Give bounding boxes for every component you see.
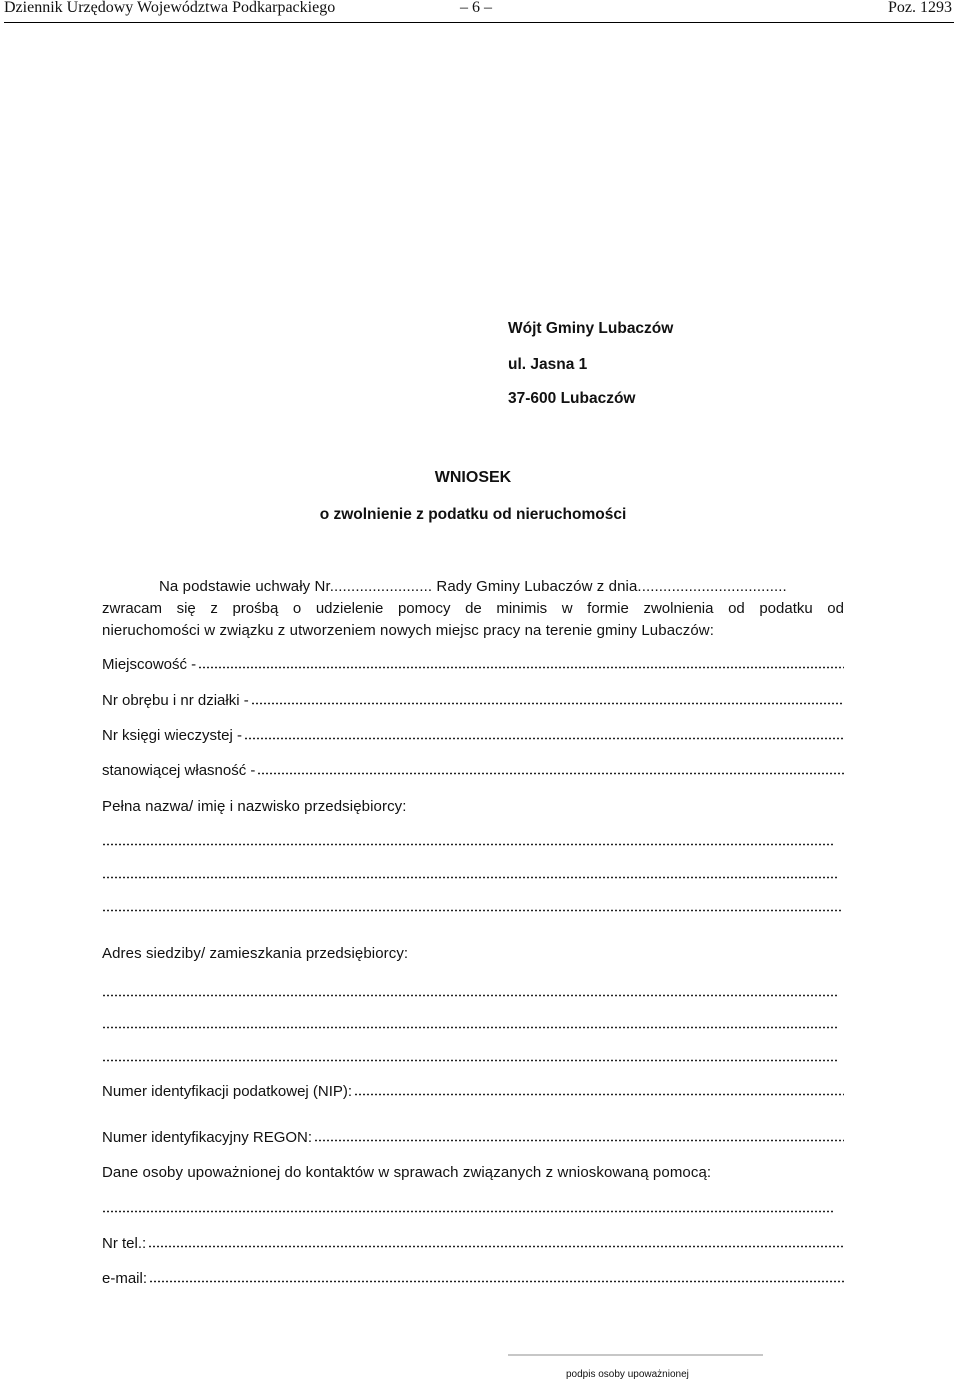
ksiega-label: Nr księgi wieczystej - xyxy=(102,727,243,744)
dane-label: Dane osoby upoważnionej do kontaktów w sprawach związanych z wnioskowaną pomocą: xyxy=(102,1164,712,1181)
miejscowosc-label: Miejscowość - xyxy=(102,656,197,673)
miejscowosc-field[interactable] xyxy=(102,656,844,673)
wlasnosc-field[interactable] xyxy=(102,762,844,779)
document-title: WNIOSEK xyxy=(434,469,512,486)
journal-title: Dziennik Urzędowy Województwa Podkarpackiego xyxy=(4,0,336,16)
ksiega-blank[interactable] xyxy=(244,737,844,740)
signature-line[interactable] xyxy=(508,1354,763,1356)
recipient-street: ul. Jasna 1 xyxy=(508,356,588,373)
recipient-city: 37-600 Lubaczów xyxy=(508,390,636,407)
miejscowosc-blank[interactable] xyxy=(198,666,844,669)
dane-blank[interactable] xyxy=(102,1210,835,1213)
obreb-field[interactable] xyxy=(102,692,844,709)
email-blank[interactable] xyxy=(149,1280,844,1283)
nazwa-label: Pełna nazwa/ imię i nazwisko przedsiębiorcy: xyxy=(102,798,407,815)
wlasnosc-label: stanowiącej własność - xyxy=(102,762,256,779)
email-field[interactable] xyxy=(102,1270,844,1287)
position-number: Poz. 1293 xyxy=(888,0,952,16)
regon-field[interactable] xyxy=(102,1129,844,1146)
intro-line-1: Na podstawie uchwały Nr........................ Rady Gminy Lubaczów z dnia................................... xyxy=(159,578,787,595)
adres-blank-3[interactable] xyxy=(102,1059,839,1062)
regon-label: Numer identyfikacyjny REGON: xyxy=(102,1129,313,1146)
tel-label: Nr tel.: xyxy=(102,1235,147,1252)
ksiega-field[interactable] xyxy=(102,727,844,744)
tel-field[interactable] xyxy=(102,1235,844,1252)
nazwa-blank-1[interactable] xyxy=(102,843,835,846)
obreb-label: Nr obrębu i nr działki - xyxy=(102,692,249,709)
adres-label: Adres siedziby/ zamieszkania przedsiębiorcy: xyxy=(102,945,409,962)
wlasnosc-blank[interactable] xyxy=(257,772,844,775)
nazwa-blank-3[interactable] xyxy=(102,909,842,912)
intro-line-3: nieruchomości w związku z utworzeniem nowych miejsc pracy na terenie gminy Lubaczów: xyxy=(102,622,714,639)
adres-blank-1[interactable] xyxy=(102,994,839,997)
intro-line-2: zwracam się z prośbą o udzielenie pomocy de minimis w formie zwolnienia od podatku od xyxy=(102,600,844,617)
email-label: e-mail: xyxy=(102,1270,148,1287)
nip-label: Numer identyfikacji podatkowej (NIP): xyxy=(102,1083,353,1100)
document-subtitle: o zwolnienie z podatku od nieruchomości xyxy=(319,506,627,523)
nazwa-blank-2[interactable] xyxy=(102,876,838,879)
signature-caption: podpis osoby upoważnionej xyxy=(566,1369,689,1380)
obreb-blank[interactable] xyxy=(251,702,844,705)
page-header xyxy=(4,0,954,23)
page-number: – 6 – xyxy=(460,0,492,16)
nip-blank[interactable] xyxy=(354,1093,844,1096)
recipient-name: Wójt Gminy Lubaczów xyxy=(508,320,674,337)
tel-blank[interactable] xyxy=(148,1245,844,1248)
adres-blank-2[interactable] xyxy=(102,1026,839,1029)
nip-field[interactable] xyxy=(102,1083,844,1100)
regon-blank[interactable] xyxy=(314,1139,844,1142)
